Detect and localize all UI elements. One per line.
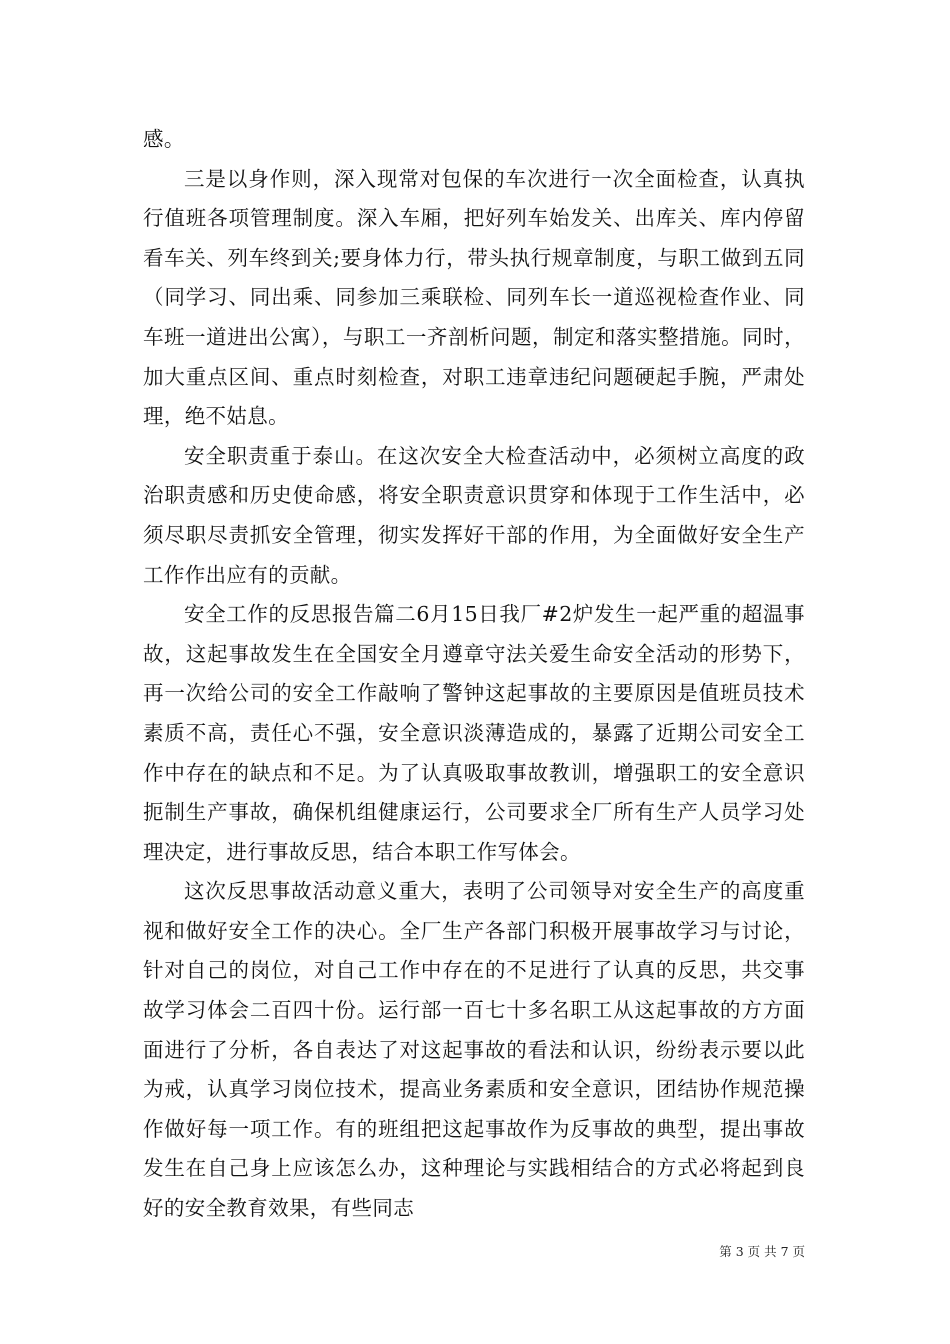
paragraph-2: 三是以身作则，深入现常对包保的车次进行一次全面检查，认真执行值班各项管理制度。深入车厢，把好列车始发关、出库关、库内停留看车关、列车终到关;要身体力行，带头执行规章制度，与职工做到五同（同学习、同出乘、同参加三乘联检、同列车长一道巡视检查作业、同车班一道进出公寓），与职工一齐剖析问题，制定和落实整措施。同时，加大重点区间、重点时刻检查，对职工违章违纪问题硬起手腕，严肃处理，绝不姑息。 <box>143 166 805 429</box>
paragraph-4: 安全工作的反思报告篇二6月15日我厂#2炉发生一起严重的超温事故，这起事故发生在全国安全月遵章守法关爱生命安全活动的形势下，再一次给公司的安全工作敲响了警钟这起事故的主要原因是值班员技术素质不高，责任心不强，安全意识淡薄造成的，暴露了近期公司安全工作中存在的缺点和不足。为了认真吸取事故教训，增强职工的安全意识扼制生产事故，确保机组健康运行，公司要求全厂所有生产人员学习处理决定，进行事故反思，结合本职工作写体会。 <box>143 602 805 864</box>
paragraph-1: 感。 <box>143 127 185 151</box>
page-number-footer: 第 3 页 共 7 页 <box>719 1244 805 1259</box>
document-body <box>143 120 805 1229</box>
paragraph-5: 这次反思事故活动意义重大，表明了公司领导对安全生产的高度重视和做好安全工作的决心。全厂生产各部门积极开展事故学习与讨论，针对自己的岗位，对自己工作中存在的不足进行了认真的反思，共交事故学习体会二百四十份。运行部一百七十多名职工从这起事故的方方面面进行了分析，各自表达了对这起事故的看法和认识，纷纷表示要以此为戒，认真学习岗位技术，提高业务素质和安全意识，团结协作规范操作做好每一项工作。有的班组把这起事故作为反事故的典型，提出事故发生在自己身上应该怎么办，这种理论与实践相结合的方式必将起到良好的安全教育效果，有些同志 <box>143 879 805 1221</box>
paragraph-3: 安全职责重于泰山。在这次安全大检查活动中，必须树立高度的政治职责感和历史使命感，将安全职责意识贯穿和体现于工作生活中，必须尽职尽责抓安全管理，彻实发挥好干部的作用，为全面做好安全生产工作作出应有的贡献。 <box>143 443 805 587</box>
